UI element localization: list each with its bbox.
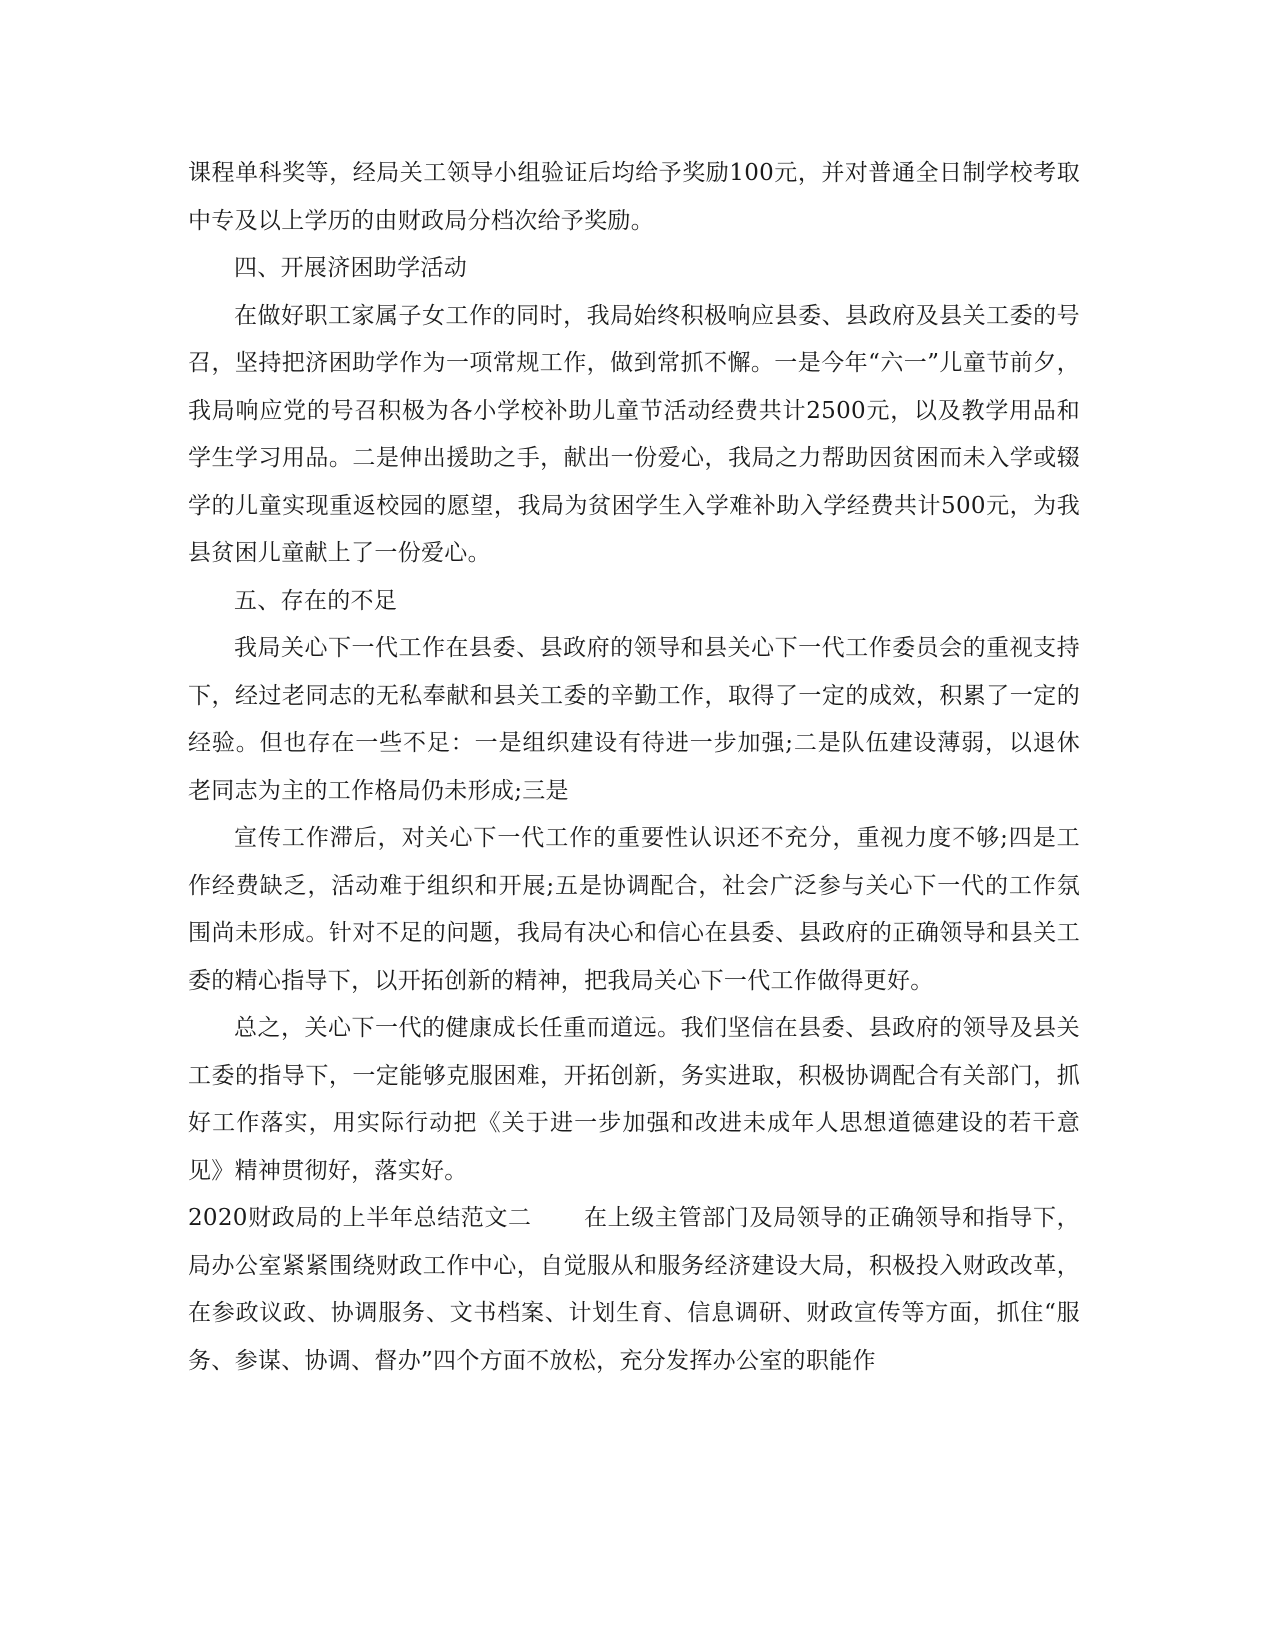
paragraph-section-two — [188, 1195, 1080, 1385]
paragraph-shortcomings-continued: 宣传工作滞后，对关心下一代工作的重要性认识还不充分，重视力度不够;四是工作经费缺乏，活动难于组织和开展;五是协调配合，社会广泛参与关心下一代的工作氛围尚未形成。针对不足的问题，我局有决心和信心在县委、县政府的正确领导和县关工委的精心指导下，以开拓创新的精神，把我局关心下一代工作做得更好。 — [188, 825, 1080, 994]
paragraph-student-aid: 在做好职工家属子女工作的同时，我局始终积极响应县委、县政府及县关工委的号召，坚持把济困助学作为一项常规工作，做到常抓不懈。一是今年“六一”儿童节前夕，我局响应党的号召积极为各小学校补助儿童节活动经费共计2500元，以及教学用品和学生学习用品。二是伸出援助之手，献出一份爱心，我局之力帮助因贫困而未入学或辍学的儿童实现重返校园的愿望，我局为贫困学生入学难补助入学经费共计500元，为我县贫困儿童献上了一份爱心。 — [188, 302, 1080, 566]
paragraph-shortcomings: 我局关心下一代工作在县委、县政府的领导和县关心下一代工作委员会的重视支持下，经过老同志的无私奉献和县关工委的辛勤工作，取得了一定的成效，积累了一定的经验。但也存在一些不足：一是组织建设有待进一步加强;二是队伍建设薄弱，以退休老同志为主的工作格局仍未形成;三是 — [188, 635, 1080, 804]
paragraph-conclusion: 总之，关心下一代的健康成长任重而道远。我们坚信在县委、县政府的领导及县关工委的指导下，一定能够克服困难，开拓创新，务实进取，积极协调配合有关部门，抓好工作落实，用实际行动把《关于进一步加强和改进未成年人思想道德建设的若干意见》精神贯彻好，落实好。 — [188, 1015, 1080, 1184]
section-two-body: 在上级主管部门及局领导的正确领导和指导下，局办公室紧紧围绕财政工作中心，自觉服从和服务经济建设大局，积极投入财政改革，在参政议政、协调服务、文书档案、计划生育、信息调研、财政宣传等方面，抓住“服务、参谋、协调、督办”四个方面不放松，充分发挥办公室的职能作 — [188, 1205, 1080, 1374]
paragraph-award-continuation: 课程单科奖等，经局关工领导小组验证后均给予奖励100元，并对普通全日制学校考取中专及以上学历的由财政局分档次给予奖励。 — [188, 160, 1080, 234]
section-two-title: 2020财政局的上半年总结范文二 — [188, 1205, 532, 1231]
heading-section-four: 四、开展济困助学活动 — [234, 255, 467, 281]
document-body — [188, 150, 1080, 1385]
heading-section-five: 五、存在的不足 — [234, 587, 398, 614]
